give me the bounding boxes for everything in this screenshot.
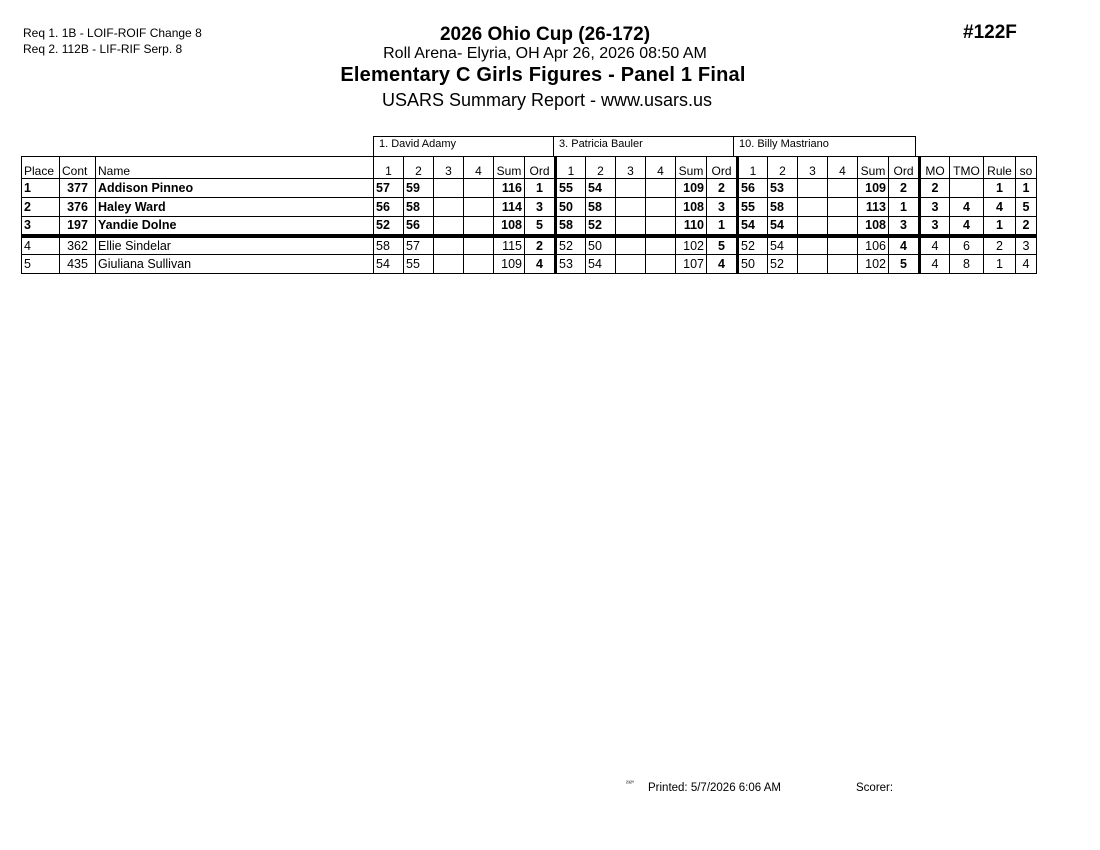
mark-cell: [646, 255, 676, 274]
tmo-cell: 4: [950, 217, 984, 236]
ord-cell: 3: [525, 198, 556, 217]
mark-cell: 55: [556, 179, 586, 198]
place-cell: 2: [22, 198, 60, 217]
ord-cell: 1: [889, 198, 920, 217]
ord-cell: 1: [525, 179, 556, 198]
mark-cell: 54: [586, 179, 616, 198]
mark-cell: 50: [586, 236, 616, 255]
mark-cell: [464, 217, 494, 236]
mark-cell: [616, 198, 646, 217]
judge-header-3: 10. Billy Mastriano: [733, 136, 916, 156]
mark-cell: [616, 179, 646, 198]
sum-cell: 109: [676, 179, 707, 198]
tmo-cell: 8: [950, 255, 984, 274]
mark-cell: 54: [768, 236, 798, 255]
cont-cell: 435: [60, 255, 96, 274]
col-judge3-mark3: 3: [798, 157, 828, 179]
name-cell: Addison Pinneo: [96, 179, 374, 198]
col-judge1-mark2: 2: [404, 157, 434, 179]
mo-cell: 4: [920, 236, 950, 255]
footer-mark: ²³²°: [626, 781, 635, 787]
mark-cell: 53: [556, 255, 586, 274]
mark-cell: [646, 179, 676, 198]
so-cell: 4: [1016, 255, 1037, 274]
col-cont: Cont: [60, 157, 96, 179]
col-place: Place: [22, 157, 60, 179]
so-cell: 2: [1016, 217, 1037, 236]
mark-cell: [646, 236, 676, 255]
mark-cell: [434, 198, 464, 217]
cont-cell: 197: [60, 217, 96, 236]
place-cell: 1: [22, 179, 60, 198]
mark-cell: 57: [404, 236, 434, 255]
mark-cell: [434, 236, 464, 255]
col-judge1-mark3: 3: [434, 157, 464, 179]
cont-cell: 376: [60, 198, 96, 217]
header-row: [22, 157, 1037, 179]
rule-cell: 4: [984, 198, 1016, 217]
sum-cell: 109: [494, 255, 525, 274]
mark-cell: [616, 217, 646, 236]
col-judge1-mark4: 4: [464, 157, 494, 179]
mark-cell: 59: [404, 179, 434, 198]
cont-cell: 362: [60, 236, 96, 255]
requirement-2: Req 2. 112B - LIF-RIF Serp. 8: [23, 42, 183, 56]
event-name: Elementary C Girls Figures - Panel 1 Final: [340, 64, 746, 86]
mark-cell: 58: [586, 198, 616, 217]
mark-cell: [464, 179, 494, 198]
rule-cell: 1: [984, 179, 1016, 198]
col-mo: MO: [920, 157, 950, 179]
venue-line: Roll Arena- Elyria, OH Apr 26, 2026 08:50 AM: [383, 45, 707, 62]
sum-cell: 102: [676, 236, 707, 255]
mark-cell: [464, 236, 494, 255]
cont-cell: 377: [60, 179, 96, 198]
sum-cell: 110: [676, 217, 707, 236]
rule-cell: 1: [984, 217, 1016, 236]
mark-cell: 54: [738, 217, 768, 236]
place-cell: 4: [22, 236, 60, 255]
col-judge3-mark2: 2: [768, 157, 798, 179]
scorer-label: Scorer:: [856, 782, 894, 794]
mark-cell: [828, 179, 858, 198]
col-judge3-mark4: 4: [828, 157, 858, 179]
sum-cell: 102: [858, 255, 889, 274]
mark-cell: 52: [586, 217, 616, 236]
ord-cell: 5: [525, 217, 556, 236]
col-judge1-mark1: 1: [374, 157, 404, 179]
mark-cell: 58: [374, 236, 404, 255]
mark-cell: [646, 198, 676, 217]
col-judge3-sum: Sum: [858, 157, 889, 179]
event-number: #122F: [963, 22, 1017, 43]
mark-cell: [434, 255, 464, 274]
ord-cell: 5: [707, 236, 738, 255]
mark-cell: 53: [768, 179, 798, 198]
mark-cell: 50: [556, 198, 586, 217]
sum-cell: 113: [858, 198, 889, 217]
table-row: [22, 179, 1037, 198]
col-judge1-ord: Ord: [525, 157, 556, 179]
mark-cell: 56: [374, 198, 404, 217]
mark-cell: [798, 217, 828, 236]
name-cell: Giuliana Sullivan: [96, 255, 374, 274]
mark-cell: [464, 198, 494, 217]
sum-cell: 116: [494, 179, 525, 198]
sum-cell: 108: [858, 217, 889, 236]
table-row: [22, 236, 1037, 255]
ord-cell: 2: [889, 179, 920, 198]
name-cell: Haley Ward: [96, 198, 374, 217]
sum-cell: 115: [494, 236, 525, 255]
table-row: [22, 255, 1037, 274]
tmo-cell: 4: [950, 198, 984, 217]
mark-cell: 54: [768, 217, 798, 236]
mark-cell: [828, 217, 858, 236]
table-row: [22, 217, 1037, 236]
sum-cell: 107: [676, 255, 707, 274]
mark-cell: 52: [768, 255, 798, 274]
place-cell: 5: [22, 255, 60, 274]
mark-cell: [646, 217, 676, 236]
mark-cell: 50: [738, 255, 768, 274]
tmo-cell: [950, 179, 984, 198]
col-judge2-mark3: 3: [616, 157, 646, 179]
report-name: USARS Summary Report - www.usars.us: [381, 90, 713, 110]
mark-cell: [616, 255, 646, 274]
so-cell: 1: [1016, 179, 1037, 198]
col-so: so: [1016, 157, 1037, 179]
sum-cell: 108: [494, 217, 525, 236]
col-judge2-ord: Ord: [707, 157, 738, 179]
tmo-cell: 6: [950, 236, 984, 255]
col-rule: Rule: [984, 157, 1016, 179]
results-table: [21, 156, 1037, 274]
mark-cell: [434, 179, 464, 198]
mo-cell: 4: [920, 255, 950, 274]
mark-cell: [798, 198, 828, 217]
judge-header-1: 1. David Adamy: [373, 136, 554, 156]
mark-cell: [798, 179, 828, 198]
mark-cell: [616, 236, 646, 255]
mo-cell: 3: [920, 217, 950, 236]
ord-cell: 3: [889, 217, 920, 236]
mark-cell: 54: [374, 255, 404, 274]
mark-cell: [828, 198, 858, 217]
mo-cell: 2: [920, 179, 950, 198]
sum-cell: 108: [676, 198, 707, 217]
mark-cell: 57: [374, 179, 404, 198]
col-judge2-mark2: 2: [586, 157, 616, 179]
col-judge3-ord: Ord: [889, 157, 920, 179]
mark-cell: 56: [738, 179, 768, 198]
col-judge1-sum: Sum: [494, 157, 525, 179]
ord-cell: 1: [707, 217, 738, 236]
place-cell: 3: [22, 217, 60, 236]
competition-title: 2026 Ohio Cup (26-172): [439, 24, 651, 45]
ord-cell: 2: [707, 179, 738, 198]
mark-cell: [798, 255, 828, 274]
rule-cell: 2: [984, 236, 1016, 255]
ord-cell: 2: [525, 236, 556, 255]
mark-cell: [434, 217, 464, 236]
mark-cell: 52: [556, 236, 586, 255]
mark-cell: 52: [374, 217, 404, 236]
ord-cell: 5: [889, 255, 920, 274]
sum-cell: 114: [494, 198, 525, 217]
mark-cell: 52: [738, 236, 768, 255]
col-tmo: TMO: [950, 157, 984, 179]
requirement-1: Req 1. 1B - LOIF-ROIF Change 8: [23, 26, 202, 40]
mark-cell: 56: [404, 217, 434, 236]
mark-cell: 58: [404, 198, 434, 217]
mark-cell: 54: [586, 255, 616, 274]
mark-cell: [828, 236, 858, 255]
col-judge2-mark1: 1: [556, 157, 586, 179]
mark-cell: 58: [768, 198, 798, 217]
col-judge2-mark4: 4: [646, 157, 676, 179]
so-cell: 5: [1016, 198, 1037, 217]
ord-cell: 4: [889, 236, 920, 255]
col-judge2-sum: Sum: [676, 157, 707, 179]
mark-cell: 55: [404, 255, 434, 274]
col-name: Name: [96, 157, 374, 179]
mark-cell: 55: [738, 198, 768, 217]
sum-cell: 106: [858, 236, 889, 255]
printed-date: Printed: 5/7/2026 6:06 AM: [648, 782, 781, 794]
mark-cell: [798, 236, 828, 255]
ord-cell: 4: [707, 255, 738, 274]
judge-header-2: 3. Patricia Bauler: [553, 136, 734, 156]
mark-cell: [464, 255, 494, 274]
col-judge3-mark1: 1: [738, 157, 768, 179]
name-cell: Yandie Dolne: [96, 217, 374, 236]
name-cell: Ellie Sindelar: [96, 236, 374, 255]
so-cell: 3: [1016, 236, 1037, 255]
mark-cell: 58: [556, 217, 586, 236]
ord-cell: 3: [707, 198, 738, 217]
rule-cell: 1: [984, 255, 1016, 274]
sum-cell: 109: [858, 179, 889, 198]
table-row: [22, 198, 1037, 217]
mark-cell: [828, 255, 858, 274]
mo-cell: 3: [920, 198, 950, 217]
ord-cell: 4: [525, 255, 556, 274]
